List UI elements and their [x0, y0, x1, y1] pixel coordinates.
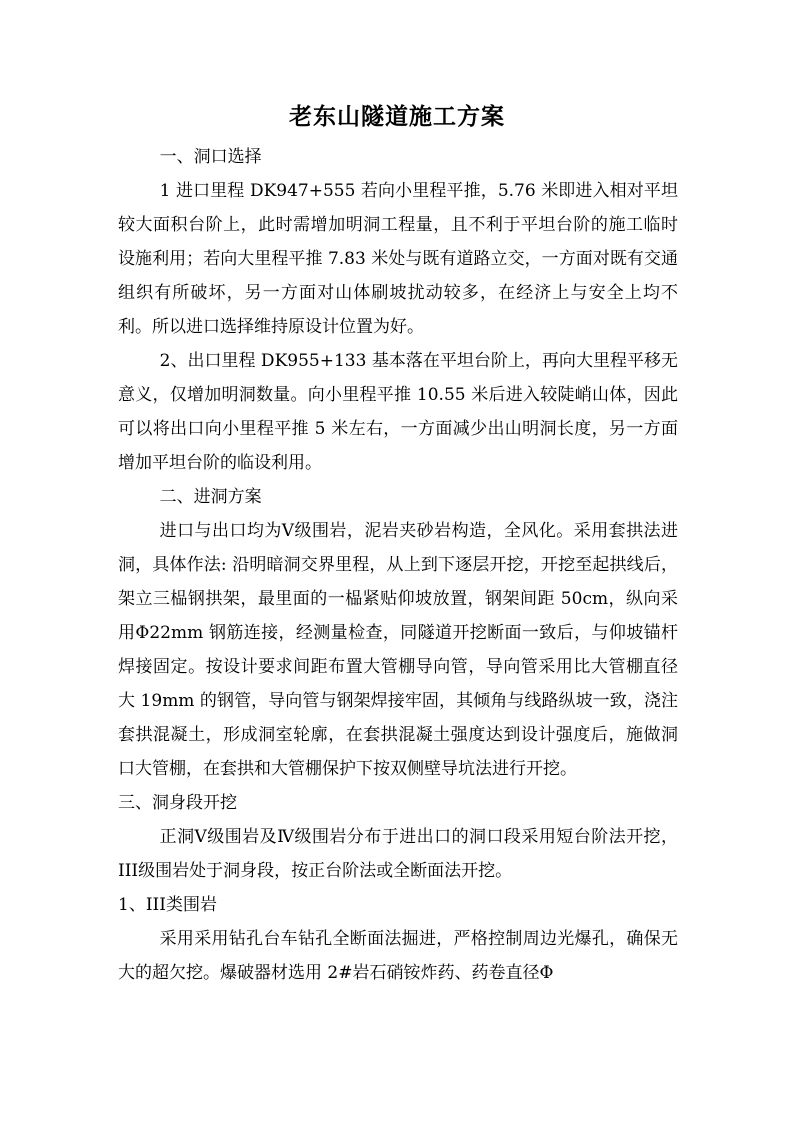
section-heading-tunnel-body-excavation: 三、洞身段开挖 — [118, 793, 237, 813]
paragraph-exit: 2、出口里程 DK955+133 基本落在平坦台阶上，再向大里程平移无意义，仅增加明洞数量。向小里程平推 10.55 米后进入较陡峭山体，因此可以将出口向小里程平推 5 米左右，一方面减少出山明洞长度，另一方面增加平坦台阶的临设利用。 — [118, 351, 678, 473]
section-heading-portal-entry: 二、进洞方案 — [159, 487, 262, 507]
document-body — [118, 140, 678, 990]
subheading-class-iii-rock: 1、III类围岩 — [118, 895, 217, 915]
paragraph-portal-entry-method: 进口与出口均为Ⅴ级围岩，泥岩夹砂岩构造，全风化。采用套拱法进洞，具体作法: 沿明暗洞交界里程，从上到下逐层开挖，开挖至起拱线后，架立三榀钢拱架，最里面的一榀紧贴仰坡放置，钢架间距 50cm，纵向采用Φ22mm 钢筋连接，经测量检查，同隧道开挖断面一致后，与仰坡锚杆焊接固定。按设计要求间距布置大管棚导向管，导向管采用比大管棚直径大 19mm 的钢管，导向管与钢架焊接牢固，其倾角与线路纵坡一致，浇注套拱混凝土，形成洞室轮廓，在套拱混凝土强度达到设计强度后，施做洞口大管棚，在套拱和大管棚保护下按双侧壁导坑法进行开挖。 — [118, 521, 678, 779]
paragraph-entrance: 1 进口里程 DK947+555 若向小里程平推，5.76 米即进入相对平坦较大面积台阶上，此时需增加明洞工程量，且不利于平坦台阶的施工临时设施利用；若向大里程平推 7.83 米处与既有道路立交，一方面对既有交通组织有所破坏，另一方面对山体刷坡扰动较多，在经济上与安全上均不利。所以进口选择维持原设计位置为好。 — [118, 181, 678, 337]
document-title: 老东山隧道施工方案 — [289, 104, 505, 130]
paragraph-excavation-overview: 正洞Ⅴ级围岩及Ⅳ级围岩分布于进出口的洞口段采用短台阶法开挖，III级围岩处于洞身段，按正台阶法或全断面法开挖。 — [118, 827, 678, 881]
section-heading-portal-selection: 一、洞口选择 — [159, 147, 262, 167]
paragraph-class-iii-method: 采用采用钻孔台车钻孔全断面法掘进，严格控制周边光爆孔，确保无大的超欠挖。爆破器材选用 2#岩石硝铵炸药、药卷直径Φ — [118, 929, 678, 983]
